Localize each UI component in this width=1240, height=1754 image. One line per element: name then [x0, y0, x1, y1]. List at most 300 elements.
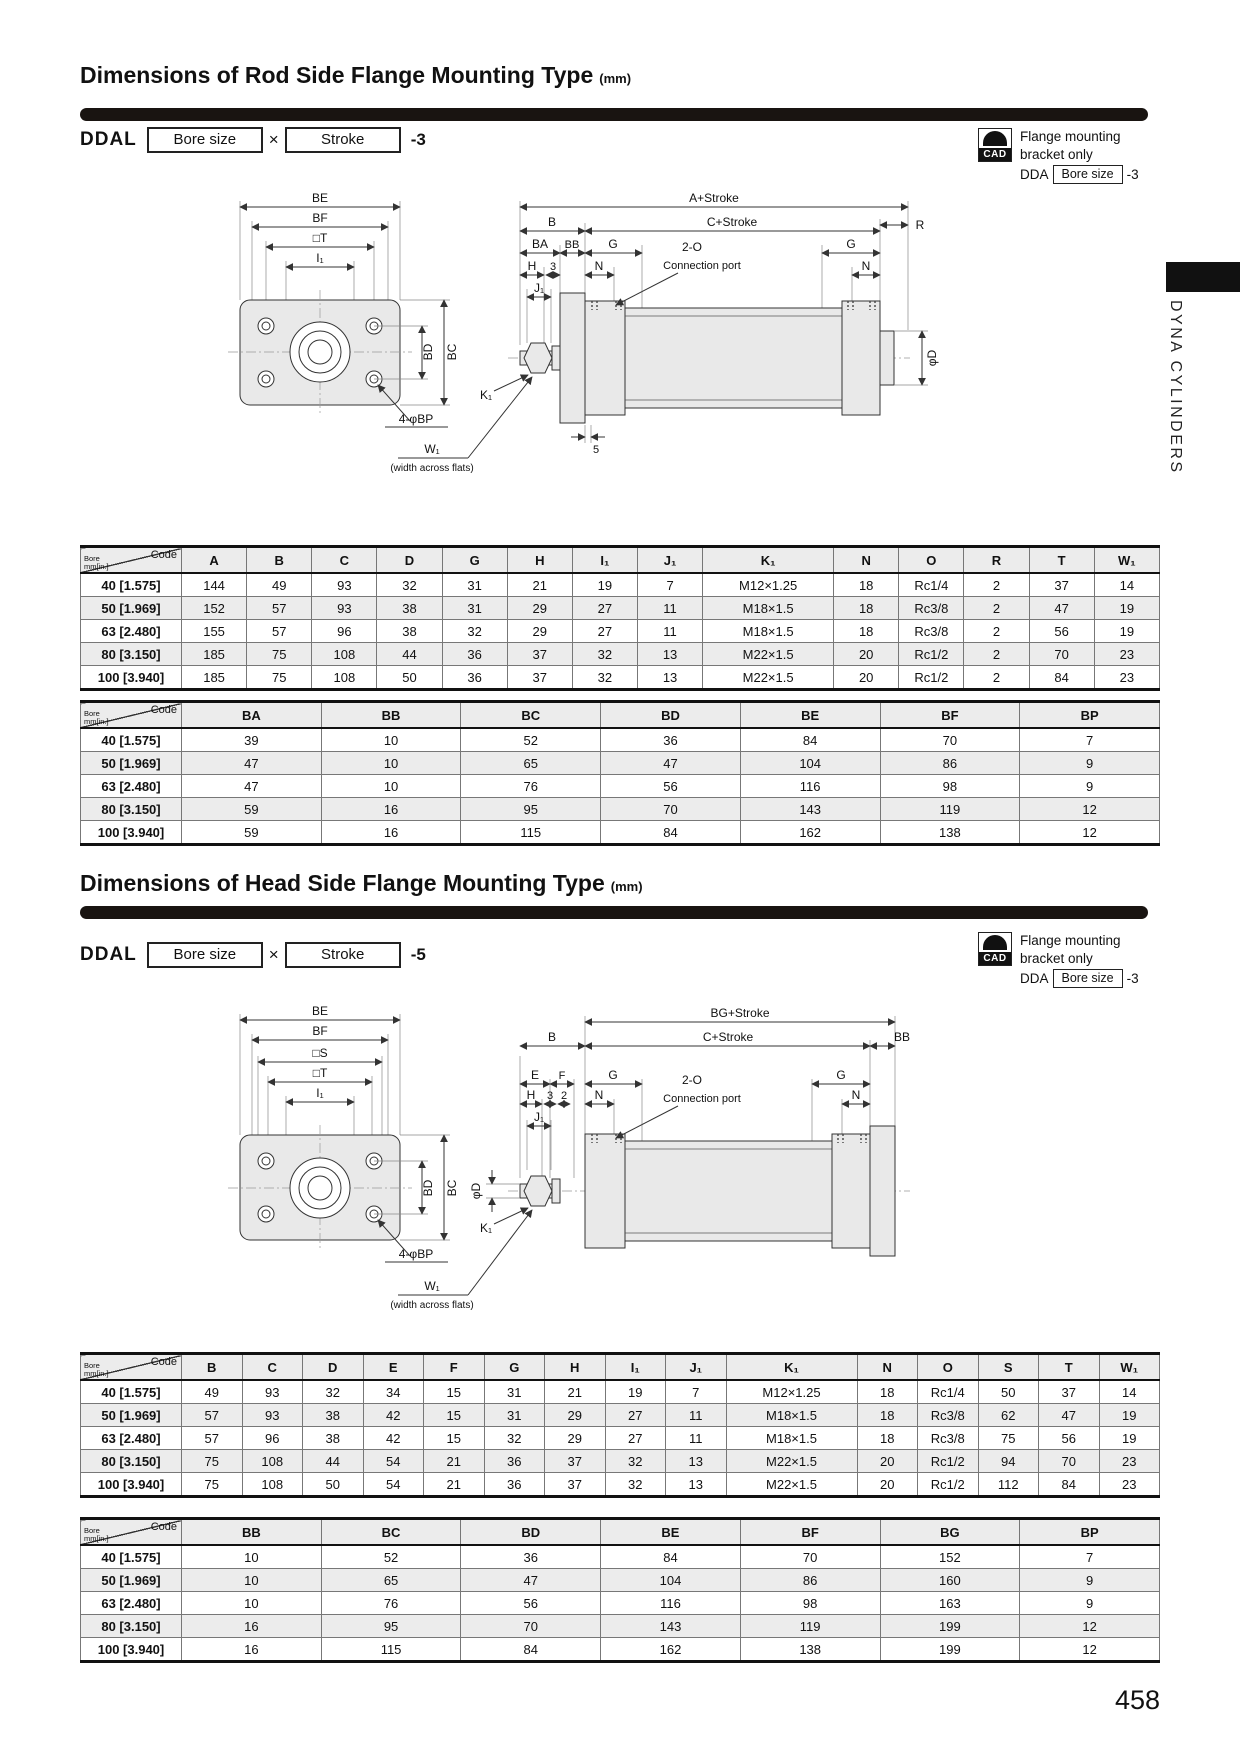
dimension-cell: 104: [601, 1569, 741, 1592]
dim-label-3: 3: [546, 1090, 554, 1102]
stroke-box: Stroke: [285, 942, 401, 968]
bore-size-cell: 100 [3.940]: [81, 1638, 182, 1662]
dim-label-w1: W₁: [424, 442, 440, 456]
model-prefix: DDAL: [80, 944, 137, 965]
dimension-cell: 199: [880, 1615, 1020, 1638]
dimension-cell: 49: [182, 1380, 243, 1404]
table-row: [81, 775, 1160, 798]
dimension-cell: 42: [363, 1404, 424, 1427]
dimension-cell: 75: [978, 1427, 1039, 1450]
front-view-dimensions: [240, 191, 400, 300]
dimension-cell: 7: [1020, 1545, 1160, 1569]
cad-icon: [978, 932, 1012, 966]
model-prefix: DDAL: [80, 129, 137, 150]
dimension-cell: 20: [857, 1450, 918, 1473]
front-view-bottom-labels: [378, 1210, 532, 1311]
dimension-cell: 16: [182, 1615, 322, 1638]
dimension-cell: 47: [1029, 597, 1094, 620]
head-side-dimension-table-1: [80, 1352, 1160, 1498]
dimension-cell: 36: [484, 1450, 545, 1473]
dim-label-k1: K₁: [479, 388, 493, 402]
table-corner-cell: Code Bore mm[in.]: [81, 1519, 182, 1546]
dimension-cell: 70: [1039, 1450, 1100, 1473]
dimension-cell: 29: [507, 597, 572, 620]
bore-size-cell: 80 [3.150]: [81, 1450, 182, 1473]
dim-label-i1: I₁: [316, 251, 324, 265]
bore-size-cell: 40 [1.575]: [81, 573, 182, 597]
dimension-cell: 54: [363, 1473, 424, 1497]
dimension-cell: 19: [1099, 1427, 1160, 1450]
dimension-cell: 108: [312, 666, 377, 690]
table-row: [81, 597, 1160, 620]
dimension-cell: 65: [461, 752, 601, 775]
dimension-cell: 37: [1039, 1380, 1100, 1404]
dimension-cell: 36: [484, 1473, 545, 1497]
dimension-cell: 47: [182, 775, 322, 798]
dimension-cell: 7: [1020, 728, 1160, 752]
dimension-cell: 39: [182, 728, 322, 752]
dimension-cell: 31: [484, 1404, 545, 1427]
dimension-cell: 32: [605, 1450, 666, 1473]
head-side-dimension-table-2: [80, 1517, 1160, 1663]
table-row: [81, 1615, 1160, 1638]
dimension-cell: 84: [601, 821, 741, 845]
dimension-cell: 20: [834, 643, 899, 666]
dim-label-w1-note: (width across flats): [390, 1300, 474, 1311]
section1-cad-note: [978, 128, 1139, 184]
side-view-cylinder: [508, 293, 910, 423]
table-row: [81, 1380, 1160, 1404]
bore-size-cell: 80 [3.150]: [81, 798, 182, 821]
dimension-cell: 37: [545, 1450, 606, 1473]
dim-label-bc: BC: [445, 1179, 459, 1197]
dimension-cell: 50: [978, 1380, 1039, 1404]
dimension-cell: 76: [321, 1592, 461, 1615]
dimension-cell: 42: [363, 1427, 424, 1450]
dimension-cell: 2: [964, 597, 1029, 620]
dimension-cell: 31: [442, 573, 507, 597]
section1-title-text: Dimensions of Rod Side Flange Mounting Type: [80, 62, 594, 88]
dimension-cell: 47: [1039, 1404, 1100, 1427]
dimension-cell: 38: [377, 620, 442, 643]
column-header: J₁: [637, 547, 702, 574]
dimension-cell: 56: [461, 1592, 601, 1615]
page-number: 458: [1114, 1685, 1160, 1715]
cad-note-line2: bracket only: [1020, 147, 1093, 162]
dimension-cell: 75: [247, 643, 312, 666]
dimension-cell: 75: [182, 1450, 243, 1473]
dim-label-w1: W₁: [424, 1279, 440, 1293]
dimension-cell: 162: [740, 821, 880, 845]
dimension-cell: 86: [740, 1569, 880, 1592]
table-row: [81, 1592, 1160, 1615]
dimension-cell: 23: [1094, 643, 1159, 666]
bore-size-box: Bore size: [147, 127, 263, 153]
table-row: [81, 1545, 1160, 1569]
table-corner-cell: Code Bore mm[in.]: [81, 1354, 182, 1381]
dim-label-f: F: [558, 1070, 566, 1082]
table-row: [81, 1404, 1160, 1427]
cad-note-text: [1020, 128, 1139, 184]
dimension-cell: 14: [1099, 1380, 1160, 1404]
dimension-cell: 44: [377, 643, 442, 666]
dimension-cell: 56: [1039, 1427, 1100, 1450]
dimension-cell: 23: [1099, 1450, 1160, 1473]
bore-size-cell: 80 [3.150]: [81, 643, 182, 666]
dim-label-b: B: [547, 215, 557, 229]
dimension-cell: 144: [182, 573, 247, 597]
dimension-cell: M18×1.5: [703, 597, 834, 620]
dimension-cell: M22×1.5: [703, 666, 834, 690]
table-row: [81, 752, 1160, 775]
section2-divider-bar: [80, 906, 1148, 919]
dimension-cell: 84: [740, 728, 880, 752]
stroke-box: Stroke: [285, 127, 401, 153]
column-header: W₁: [1099, 1354, 1160, 1381]
dimension-cell: 59: [182, 798, 322, 821]
column-header: B: [182, 1354, 243, 1381]
dim-label-be: BE: [311, 191, 329, 205]
dimension-cell: 27: [572, 620, 637, 643]
dimension-cell: 56: [1029, 620, 1094, 643]
dim-label-r: R: [915, 218, 925, 232]
dimension-cell: 138: [880, 821, 1020, 845]
dimension-cell: 27: [572, 597, 637, 620]
section1-model-code: [80, 127, 426, 153]
dim-label-n-left: N: [594, 259, 604, 273]
dimension-cell: 163: [880, 1592, 1020, 1615]
column-header: B: [247, 547, 312, 574]
dimension-cell: 162: [601, 1638, 741, 1662]
dimension-cell: 57: [247, 620, 312, 643]
column-header: BP: [1020, 1519, 1160, 1546]
dimension-cell: 185: [182, 666, 247, 690]
section2-title-text: Dimensions of Head Side Flange Mounting Type: [80, 870, 605, 896]
dim-label-ba: BA: [531, 237, 549, 251]
column-header: BB: [321, 702, 461, 729]
dim-label-bb: BB: [564, 239, 580, 251]
dim-label-c-stroke: C+Stroke: [706, 215, 758, 229]
dimension-cell: 75: [247, 666, 312, 690]
dimension-cell: 49: [247, 573, 312, 597]
dimension-cell: 96: [312, 620, 377, 643]
dimension-cell: 20: [857, 1473, 918, 1497]
dimension-cell: 65: [321, 1569, 461, 1592]
cad-icon: [978, 128, 1012, 162]
dim-label-g-right: G: [836, 1068, 846, 1082]
section1-divider-bar: [80, 108, 1148, 121]
section2-unit: (mm): [610, 879, 643, 894]
dim-label-g-right: G: [846, 237, 856, 251]
dim-label-be: BE: [311, 1004, 329, 1018]
dimension-cell: 14: [1094, 573, 1159, 597]
dimension-cell: 98: [880, 775, 1020, 798]
dim-label-g-left: G: [608, 237, 618, 251]
dimension-cell: 37: [545, 1473, 606, 1497]
section1-title: [80, 62, 631, 89]
column-header: E: [363, 1354, 424, 1381]
dimension-cell: 95: [461, 798, 601, 821]
dimension-cell: Rc1/2: [918, 1473, 979, 1497]
dimension-cell: 115: [321, 1638, 461, 1662]
dimension-cell: 19: [605, 1380, 666, 1404]
dimension-cell: 12: [1020, 798, 1160, 821]
dimension-cell: 18: [857, 1380, 918, 1404]
rod-side-dimension-table-2: [80, 700, 1160, 846]
dimension-cell: 19: [1094, 597, 1159, 620]
dimension-cell: 19: [1099, 1404, 1160, 1427]
dim-label-g-left: G: [608, 1068, 618, 1082]
dimension-cell: M18×1.5: [726, 1427, 857, 1450]
dimension-cell: 36: [461, 1545, 601, 1569]
dimension-cell: 21: [545, 1380, 606, 1404]
dimension-cell: 112: [978, 1473, 1039, 1497]
table-row: [81, 728, 1160, 752]
dimension-cell: 86: [880, 752, 1020, 775]
dimension-cell: 32: [484, 1427, 545, 1450]
times-symbol: ×: [268, 130, 279, 149]
column-header: BD: [601, 702, 741, 729]
column-header: BE: [740, 702, 880, 729]
dimension-cell: 2: [964, 620, 1029, 643]
dimension-cell: 44: [303, 1450, 364, 1473]
dimension-cell: 115: [461, 821, 601, 845]
dimension-cell: 38: [303, 1404, 364, 1427]
dimension-cell: Rc1/4: [899, 573, 964, 597]
column-header: D: [303, 1354, 364, 1381]
column-header: I₁: [605, 1354, 666, 1381]
column-header: H: [545, 1354, 606, 1381]
dimension-cell: 27: [605, 1404, 666, 1427]
dim-label-square-s: □S: [312, 1046, 328, 1060]
front-view-dimensions: [240, 1004, 400, 1135]
dimension-cell: 70: [880, 728, 1020, 752]
cad-icon-dome: [983, 935, 1007, 950]
dim-label-a-stroke: A+Stroke: [689, 191, 739, 205]
label-2o-port: 2-O: [681, 1073, 703, 1087]
dimension-cell: 2: [964, 666, 1029, 690]
table-row: [81, 666, 1160, 690]
dimension-cell: Rc1/4: [918, 1380, 979, 1404]
dimension-cell: Rc3/8: [899, 620, 964, 643]
dimension-cell: M12×1.25: [726, 1380, 857, 1404]
dimension-cell: 119: [880, 798, 1020, 821]
dim-label-j1: J₁: [533, 281, 545, 295]
cad-dda-bore-box: Bore size: [1053, 165, 1123, 184]
column-header: H: [507, 547, 572, 574]
dimension-cell: 31: [442, 597, 507, 620]
dimension-cell: 98: [740, 1592, 880, 1615]
label-connection-port: Connection port: [663, 1093, 741, 1105]
dimension-cell: 57: [182, 1427, 243, 1450]
column-header: BD: [461, 1519, 601, 1546]
dimension-cell: 185: [182, 643, 247, 666]
dim-label-n-left: N: [594, 1088, 604, 1102]
dimension-cell: 23: [1094, 666, 1159, 690]
dimension-cell: Rc3/8: [918, 1427, 979, 1450]
dimension-cell: M22×1.5: [726, 1473, 857, 1497]
dimension-cell: 11: [637, 620, 702, 643]
column-header: K₁: [726, 1354, 857, 1381]
dim-label-4bp: 4-φBP: [398, 1247, 434, 1261]
dimension-cell: 47: [601, 752, 741, 775]
dimension-cell: 50: [377, 666, 442, 690]
dimension-cell: 9: [1020, 1569, 1160, 1592]
dim-label-square-t: □T: [312, 231, 328, 245]
table-row: [81, 798, 1160, 821]
dimension-cell: 108: [242, 1450, 303, 1473]
dimension-cell: 10: [182, 1545, 322, 1569]
dimension-cell: 9: [1020, 752, 1160, 775]
column-header: F: [424, 1354, 485, 1381]
dim-label-square-t: □T: [312, 1066, 328, 1080]
times-symbol: ×: [268, 945, 279, 964]
cad-icon-label: CAD: [979, 148, 1011, 161]
dimension-cell: M12×1.25: [703, 573, 834, 597]
column-header: BF: [880, 702, 1020, 729]
dimension-cell: 19: [572, 573, 637, 597]
side-view-cylinder: [508, 1126, 910, 1256]
dim-label-n-right: N: [861, 259, 871, 273]
bore-size-cell: 100 [3.940]: [81, 666, 182, 690]
dimension-cell: 119: [740, 1615, 880, 1638]
cad-note-line1: Flange mounting: [1020, 933, 1121, 948]
column-header: J₁: [666, 1354, 727, 1381]
label-connection-port: Connection port: [663, 260, 741, 272]
dimension-cell: M22×1.5: [726, 1450, 857, 1473]
dimension-cell: 47: [182, 752, 322, 775]
dimension-cell: 19: [1094, 620, 1159, 643]
dimension-cell: 31: [484, 1380, 545, 1404]
dimension-cell: Rc1/2: [899, 666, 964, 690]
front-view-bottom-labels: [378, 377, 532, 474]
dimension-cell: 84: [1029, 666, 1094, 690]
dimension-cell: 15: [424, 1404, 485, 1427]
dim-label-phi-d: φD: [925, 349, 939, 367]
dimension-cell: 18: [857, 1404, 918, 1427]
dimension-cell: 12: [1020, 821, 1160, 845]
dimension-cell: 108: [312, 643, 377, 666]
dimension-cell: 15: [424, 1427, 485, 1450]
dimension-cell: 160: [880, 1569, 1020, 1592]
front-view-flange: [228, 1125, 412, 1250]
dimension-cell: 12: [1020, 1638, 1160, 1662]
column-header: I₁: [572, 547, 637, 574]
section2-title: [80, 870, 643, 897]
column-header: R: [964, 547, 1029, 574]
dimension-cell: 52: [321, 1545, 461, 1569]
dimension-cell: 116: [601, 1592, 741, 1615]
dimension-cell: 70: [740, 1545, 880, 1569]
dimension-cell: 7: [637, 573, 702, 597]
table-row: [81, 821, 1160, 845]
dimension-cell: Rc1/2: [899, 643, 964, 666]
bore-size-cell: 63 [2.480]: [81, 620, 182, 643]
dimension-cell: 13: [666, 1450, 727, 1473]
label-2o-port: 2-O: [681, 240, 703, 254]
bore-size-cell: 80 [3.150]: [81, 1615, 182, 1638]
dimension-cell: 13: [637, 666, 702, 690]
dimension-cell: 108: [242, 1473, 303, 1497]
column-header: G: [484, 1354, 545, 1381]
dimension-cell: 50: [303, 1473, 364, 1497]
dimension-cell: 32: [303, 1380, 364, 1404]
dimension-cell: 84: [601, 1545, 741, 1569]
bore-size-cell: 50 [1.969]: [81, 1569, 182, 1592]
column-header: N: [857, 1354, 918, 1381]
dimension-cell: 16: [321, 821, 461, 845]
dimension-cell: Rc3/8: [899, 597, 964, 620]
dimension-cell: 11: [637, 597, 702, 620]
bore-size-cell: 100 [3.940]: [81, 1473, 182, 1497]
column-header: N: [834, 547, 899, 574]
column-header: W₁: [1094, 547, 1159, 574]
dimension-cell: 21: [424, 1473, 485, 1497]
dimension-cell: 93: [242, 1404, 303, 1427]
dimension-cell: 57: [182, 1404, 243, 1427]
bore-size-cell: 40 [1.575]: [81, 728, 182, 752]
section2-cad-note: [978, 932, 1139, 988]
cad-icon-label: CAD: [979, 952, 1011, 965]
dimension-cell: 13: [666, 1473, 727, 1497]
cad-icon-dome: [983, 131, 1007, 146]
bore-size-cell: 100 [3.940]: [81, 821, 182, 845]
dim-label-n-right: N: [851, 1088, 861, 1102]
table-row: [81, 643, 1160, 666]
bore-size-cell: 40 [1.575]: [81, 1380, 182, 1404]
table-row: [81, 1638, 1160, 1662]
dimension-cell: 16: [182, 1638, 322, 1662]
dim-label-e: E: [530, 1068, 540, 1082]
table-row: [81, 1473, 1160, 1497]
dimension-cell: 70: [601, 798, 741, 821]
dimension-cell: 75: [182, 1473, 243, 1497]
column-header: K₁: [703, 547, 834, 574]
column-header: A: [182, 547, 247, 574]
column-header: BB: [182, 1519, 322, 1546]
dimension-cell: 36: [601, 728, 741, 752]
dimension-cell: M18×1.5: [703, 620, 834, 643]
column-header: BF: [740, 1519, 880, 1546]
bore-size-cell: 50 [1.969]: [81, 597, 182, 620]
dim-label-4bp: 4-φBP: [398, 412, 434, 426]
dim-label-3: 3: [549, 261, 557, 273]
bore-size-cell: 50 [1.969]: [81, 752, 182, 775]
dimension-cell: 7: [666, 1380, 727, 1404]
dim-label-bb: BB: [893, 1030, 911, 1044]
dimension-cell: 20: [834, 666, 899, 690]
dimension-cell: 2: [964, 643, 1029, 666]
dim-label-phi-d: φD: [469, 1182, 483, 1200]
cad-dda-suffix: -3: [1126, 166, 1139, 182]
dimension-cell: 29: [545, 1404, 606, 1427]
column-header: BC: [461, 702, 601, 729]
dimension-cell: 18: [834, 597, 899, 620]
dimension-cell: 37: [507, 643, 572, 666]
dimension-cell: 152: [182, 597, 247, 620]
dim-label-bf: BF: [312, 211, 328, 225]
column-header: T: [1039, 1354, 1100, 1381]
section2-model-code: [80, 942, 426, 968]
dimension-cell: 47: [461, 1569, 601, 1592]
dimension-cell: 84: [1039, 1473, 1100, 1497]
cad-note-line2: bracket only: [1020, 951, 1093, 966]
dimension-cell: 10: [182, 1569, 322, 1592]
dimension-cell: 143: [601, 1615, 741, 1638]
dimension-cell: 23: [1099, 1473, 1160, 1497]
dimension-cell: 54: [363, 1450, 424, 1473]
cad-dda-prefix: DDA: [1020, 166, 1049, 182]
